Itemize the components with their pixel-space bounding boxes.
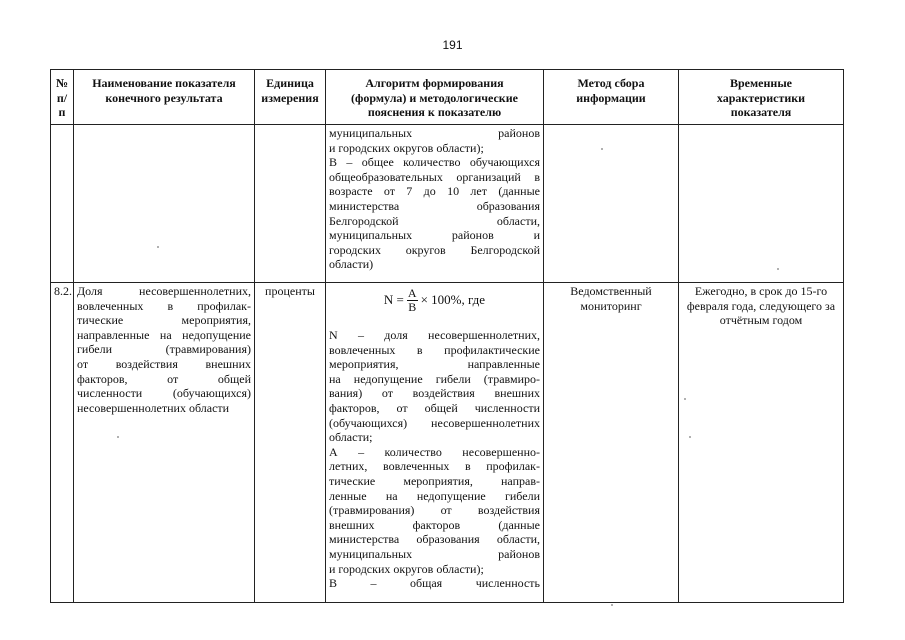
- cell-num: 8.2.: [51, 283, 74, 603]
- table-row-continued: [51, 125, 844, 283]
- formula-denominator: B: [408, 300, 417, 314]
- header-name: Наименование показателя конечного результата: [74, 70, 255, 125]
- cell-time: [679, 125, 844, 283]
- table-row-8-2: [51, 283, 844, 603]
- cell-unit: проценты: [255, 283, 326, 603]
- cell-algorithm: муниципальных районов и городских округов области); В – общее количество обучающихся общеобразовательных организаций в возрасте от 7 до 10 лет (данные министерства образования Белгородской области, муниципальных районов и городских округов Белгородской области): [326, 125, 544, 283]
- scan-speck: [684, 398, 686, 400]
- scan-speck: [689, 436, 691, 438]
- scan-speck: [601, 148, 603, 150]
- cell-time: Ежегодно, в срок до 15-го февраля года, следующего за отчётным годом: [679, 283, 844, 603]
- scan-speck: [777, 268, 779, 270]
- indicator-table: [50, 69, 844, 603]
- formula-fraction: [407, 287, 418, 314]
- header-num: № п/п: [51, 70, 74, 125]
- header-method: Метод сбора информации: [544, 70, 679, 125]
- scan-speck: [611, 604, 613, 606]
- cell-unit: [255, 125, 326, 283]
- cell-method: [544, 125, 679, 283]
- cell-num: [51, 125, 74, 283]
- header-time: Временные характеристики показателя: [679, 70, 844, 125]
- cell-name: [74, 125, 255, 283]
- formula-rhs: × 100%, где: [420, 292, 486, 308]
- page-number: 191: [442, 38, 463, 52]
- formula-numerator: A: [407, 286, 417, 300]
- header-unit: Единица измерения: [255, 70, 326, 125]
- table-header-row: [51, 70, 844, 125]
- cell-algorithm: N = $\frac{A}{B}$ × 100%, где N – доля несовершеннолетних, вовлеченных в профилактические мероприятия, направленные на недопущение гибели (травмиро- вания) от воздействия внешних факторов, от общей численности (обучающихся) несовершеннолетних области; А – количество несовершенно- летних, вовлеченных в профилак- тические мероприятия, направ- ленные на недопущение гибели (травмирования) от воздействия внешних факторов (данные министерства образования области, муниципальных районов и городских округов области); В – общая численность: [326, 283, 544, 603]
- cell-method: Ведомственный мониторинг: [544, 283, 679, 603]
- header-algorithm: Алгоритм формирования (формула) и методологические пояснения к показателю: [326, 70, 544, 125]
- formula: [329, 287, 540, 314]
- scan-speck: [117, 436, 119, 438]
- formula-lhs: N =: [383, 292, 404, 308]
- scan-speck: [157, 246, 159, 248]
- cell-name: Доля несовершеннолетних, вовлеченных в профилак- тические мероприятия, направленные на недопущение гибели (травмирования) от воздействия внешних факторов, от общей численности (обучающихся) несовершеннолетних области: [74, 283, 255, 603]
